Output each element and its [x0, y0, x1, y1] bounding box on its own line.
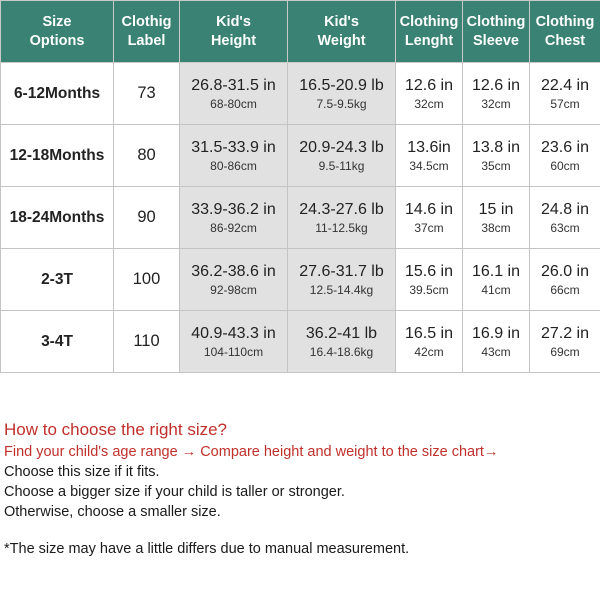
chest-cell: 22.4 in 57cm	[530, 63, 600, 125]
size-steps-text: Find your child's age range → Compare height and weight to the size chart→	[4, 444, 499, 460]
length-cell: 12.6 in 32cm	[396, 63, 463, 125]
clothing-label-cell: 110	[114, 311, 180, 373]
chest-cell: 24.8 in 63cm	[530, 187, 600, 249]
sleeve-cell: 16.9 in 43cm	[463, 311, 530, 373]
weight-cell: 36.2-41 lb 16.4-18.6kg	[288, 311, 396, 373]
chest-cell: 23.6 in 60cm	[530, 125, 600, 187]
header-size-options: Size Options	[1, 1, 114, 63]
weight-cell: 20.9-24.3 lb 9.5-11kg	[288, 125, 396, 187]
chest-cell: 26.0 in 66cm	[530, 249, 600, 311]
clothing-label-cell: 73	[114, 63, 180, 125]
header-clothing-sleeve: Clothing Sleeve	[463, 1, 530, 63]
weight-cell: 16.5-20.9 lb 7.5-9.5kg	[288, 63, 396, 125]
size-option-cell: 6-12Months	[1, 63, 114, 125]
sleeve-cell: 15 in 38cm	[463, 187, 530, 249]
sleeve-cell: 16.1 in 41cm	[463, 249, 530, 311]
height-cell: 31.5-33.9 in 80-86cm	[180, 125, 288, 187]
length-cell: 15.6 in 39.5cm	[396, 249, 463, 311]
clothing-label-cell: 100	[114, 249, 180, 311]
clothing-label-cell: 80	[114, 125, 180, 187]
size-option-cell: 12-18Months	[1, 125, 114, 187]
header-clothing-chest: Clothing Chest	[530, 1, 600, 63]
header-clothing-label: Clothig Label	[114, 1, 180, 63]
header-kids-height: Kid's Height	[180, 1, 288, 63]
table-row	[1, 125, 600, 187]
guide-line-bigger: Choose a bigger size if your child is taller or stronger.	[4, 484, 345, 500]
header-clothing-length: Clothing Lenght	[396, 1, 463, 63]
table-row	[1, 249, 600, 311]
guide-line-fit: Choose this size if it fits.	[4, 464, 160, 480]
length-cell: 14.6 in 37cm	[396, 187, 463, 249]
length-cell: 13.6in 34.5cm	[396, 125, 463, 187]
table-row	[1, 63, 600, 125]
height-cell: 36.2-38.6 in 92-98cm	[180, 249, 288, 311]
how-to-choose-heading: How to choose the right size?	[4, 420, 228, 439]
weight-cell: 24.3-27.6 lb 11-12.5kg	[288, 187, 396, 249]
height-cell: 40.9-43.3 in 104-110cm	[180, 311, 288, 373]
table-row	[1, 311, 600, 373]
guide-line-smaller: Otherwise, choose a smaller size.	[4, 504, 221, 520]
length-cell: 16.5 in 42cm	[396, 311, 463, 373]
header-kids-weight: Kid's Weight	[288, 1, 396, 63]
size-option-cell: 3-4T	[1, 311, 114, 373]
size-option-cell: 18-24Months	[1, 187, 114, 249]
clothing-label-cell: 90	[114, 187, 180, 249]
header-row	[1, 1, 600, 63]
sleeve-cell: 13.8 in 35cm	[463, 125, 530, 187]
weight-cell: 27.6-31.7 lb 12.5-14.4kg	[288, 249, 396, 311]
chest-cell: 27.2 in 69cm	[530, 311, 600, 373]
height-cell: 33.9-36.2 in 86-92cm	[180, 187, 288, 249]
table-row	[1, 187, 600, 249]
size-guide-notes	[4, 418, 596, 557]
measurement-disclaimer: *The size may have a little differs due to manual measurement.	[4, 541, 410, 557]
height-cell: 26.8-31.5 in 68-80cm	[180, 63, 288, 125]
sleeve-cell: 12.6 in 32cm	[463, 63, 530, 125]
size-option-cell: 2-3T	[1, 249, 114, 311]
